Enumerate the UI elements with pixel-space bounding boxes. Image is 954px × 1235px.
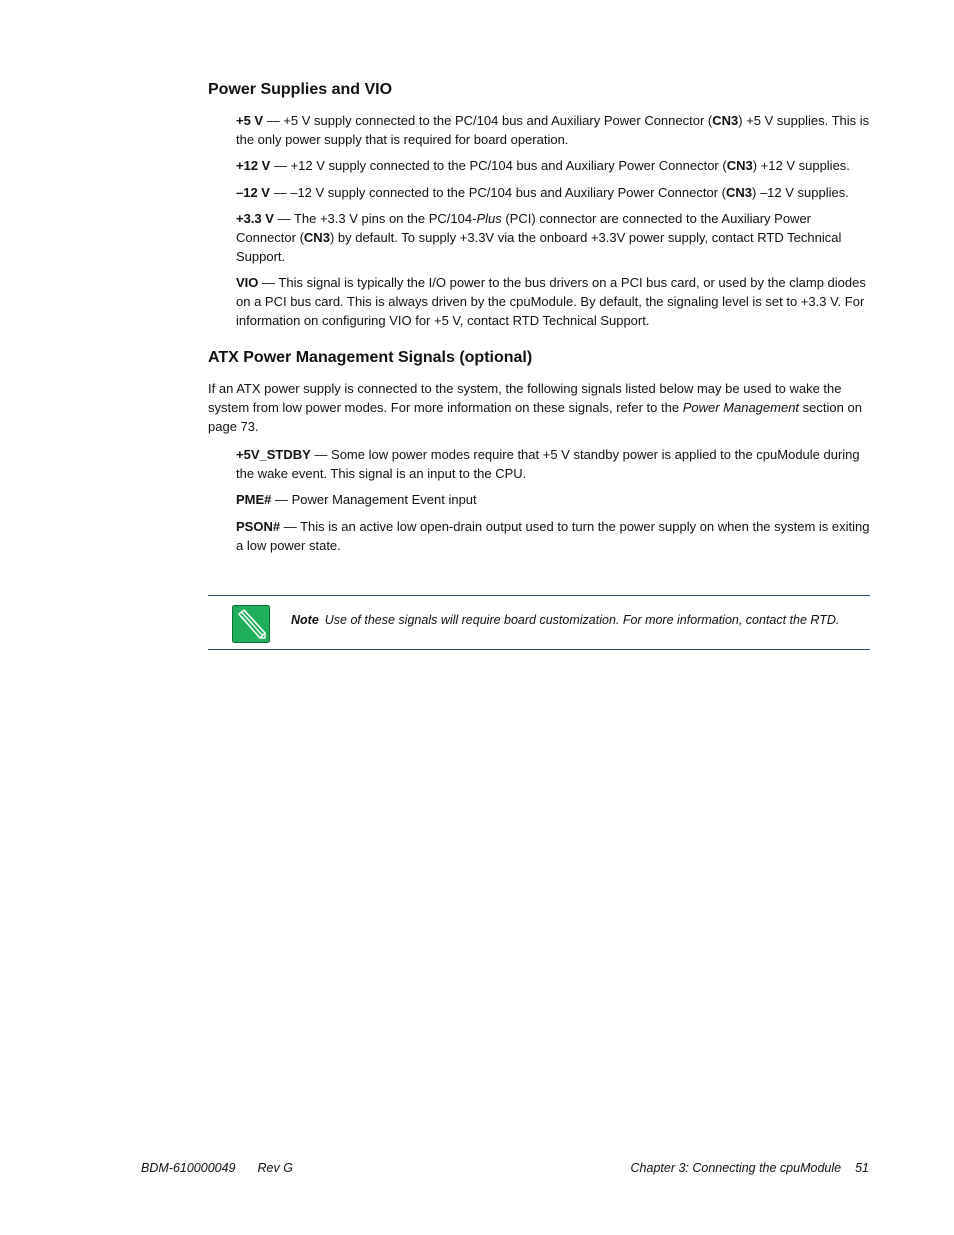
description-text: This signal is typically the I/O power to the bus drivers on a PCI bus card, or used by the clamp diodes on a PCI bus card. This is always driven by the cpuModule. By default, the signaling level is set to +3.3 V. For information on configuring VIO for +5 V, contact RTD Technical Support. [236,275,866,328]
item-5v-stdby [236,445,870,483]
description-text: ) –12 V supplies. [752,185,849,200]
description-text: This is an active low open-drain output used to turn the power supply on when the system is exiting a low power state. [236,519,870,553]
term-plus12v: +12 V [236,158,271,173]
note-label: Note [291,613,319,627]
connector-ref: CN3 [303,230,330,245]
note-text [291,613,861,627]
note-box [208,595,870,650]
separator: — [270,158,291,173]
term-5v-stdby: +5V_STDBY [236,447,311,462]
footer-doc-id: BDM-610000049 [141,1161,236,1175]
item-pson [236,517,870,555]
description-text: (PCI) connector are connected to the Auxiliary Power Connector ( [236,211,811,245]
separator: — [273,211,294,226]
description-text: ) +12 V supplies. [752,158,850,173]
note-body: Use of these signals will require board customization. For more information, contact the RTD. [324,613,840,627]
separator: — [269,185,291,200]
pencil-note-icon [232,605,270,643]
item-plus5v [236,111,870,149]
description-text: –12 V supply connected to the PC/104 bus and Auxiliary Power Connector ( [290,185,726,200]
term-minus12v: –12 V [236,185,270,200]
term-plus5v: +5 V [236,113,264,128]
item-pme [236,490,870,509]
separator: — [271,492,292,507]
item-plus3v3 [236,209,870,266]
term-pme: PME# [236,492,272,507]
term-pson: PSON# [236,519,281,534]
description-text: The +3.3 V pins on the PC/104- [293,211,477,226]
connector-ref: CN3 [725,185,752,200]
cross-reference: Power Management [682,400,800,415]
description-text: ) +5 V supplies. This is the only power supply that is required for board operation. [236,113,870,147]
item-vio [236,273,870,330]
section-heading-atx: ATX Power Management Signals (optional) [208,349,533,366]
footer-chapter: Chapter 3: Connecting the cpuModule [630,1161,842,1175]
intro-text: If an ATX power supply is connected to the system, the following signals listed below may be used to wake the system from low power modes. For more information on these signals, refer to the [208,381,842,415]
separator: — [310,447,332,462]
footer-page-number: 51 [855,1161,869,1175]
item-plus12v [236,156,870,175]
separator: — [258,275,279,290]
separator: — [263,113,284,128]
description-text: Power Management Event input [291,492,477,507]
section-heading-power-supplies: Power Supplies and VIO [208,81,393,98]
connector-ref: CN3 [712,113,739,128]
description-text: +12 V supply connected to the PC/104 bus and Auxiliary Power Connector ( [290,158,727,173]
description-text: +5 V supply connected to the PC/104 bus and Auxiliary Power Connector ( [283,113,713,128]
term-plus3v3: +3.3 V [236,211,274,226]
footer-rev: Rev G [257,1161,293,1175]
description-text: ) by default. To supply +3.3V via the onboard +3.3V power supply, contact RTD Technical Support. [236,230,842,264]
description-text: Some low power modes require that +5 V standby power is applied to the cpuModule during the wake event. This signal is an input to the CPU. [236,447,860,481]
item-minus12v [236,183,870,202]
atx-intro [208,379,870,436]
footer-doc-info [141,1161,293,1175]
intro-text: section on page 73. [208,400,862,434]
connector-ref: CN3 [726,158,753,173]
emphasis-text: Plus [476,211,502,226]
term-vio: VIO [236,275,259,290]
footer-chapter-info [631,1161,869,1175]
separator: — [280,519,301,534]
